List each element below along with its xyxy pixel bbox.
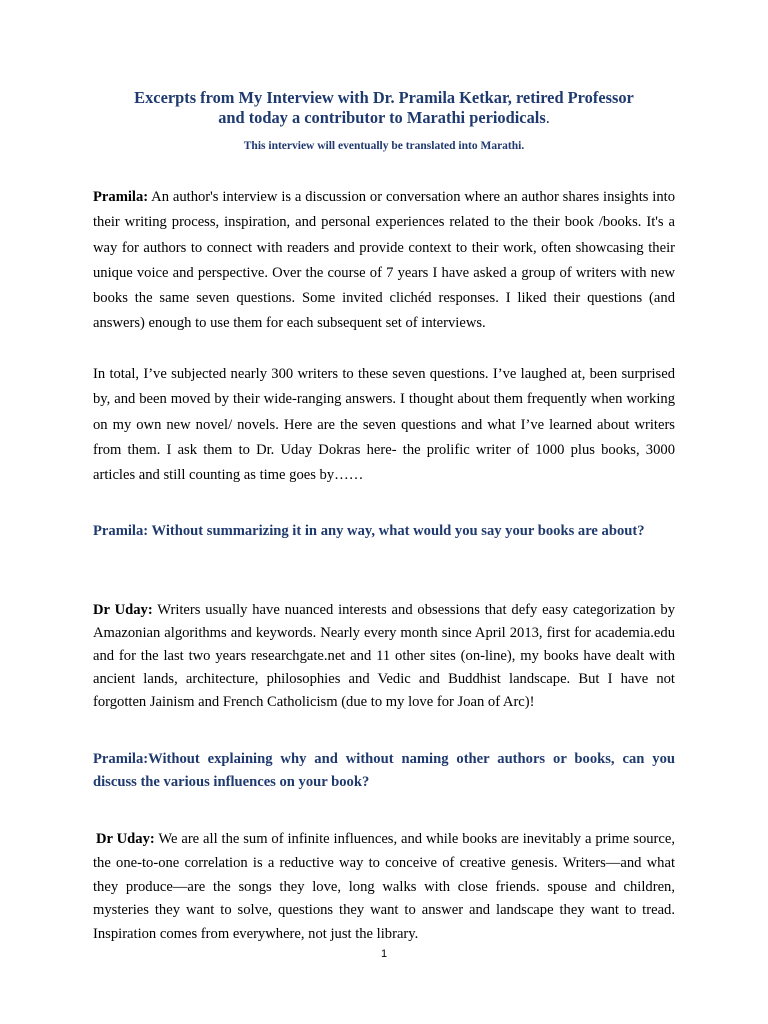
document-subtitle: This interview will eventually be translated into Marathi. bbox=[243, 140, 525, 152]
speaker-label: Dr Uday: bbox=[93, 602, 153, 618]
question-2: Pramila:Without explaining why and without naming other authors or books, can you discuss the various influences on your book? bbox=[93, 751, 675, 790]
page-number: 1 bbox=[380, 948, 388, 960]
intro-paragraph bbox=[93, 185, 675, 337]
answer-2 bbox=[93, 828, 675, 947]
document-title bbox=[93, 88, 675, 128]
title-period: . bbox=[545, 108, 550, 127]
speaker-label: Dr Uday: bbox=[96, 831, 155, 847]
intro-paragraph-2: In total, I’ve subjected nearly 300 writers to these seven questions. I’ve laughed at, been surprised by, and been moved by their wide-ranging answers. I thought about them frequently when working on my own new novel/ novels. Here are the seven questions and what I’ve learned about writers from them. I ask them to Dr. Uday Dokras here- the prolific writer of 1000 plus books, 3000 articles and still counting as time goes by…… bbox=[93, 366, 675, 484]
answer-1 bbox=[93, 599, 675, 714]
title-line-2: and today a contributor to Marathi periodicals bbox=[218, 108, 546, 127]
answer-2-text: We are all the sum of infinite influences, and while books are inevitably a prime source, the one-to-one correlation is a reductive way to conceive of creative genesis. Writers—and what they produce—are the songs they love, long walks with close friends. spouse and children, mysteries they want to solve, questions they want to answer and landscape they want to tread. Inspiration comes from everywhere, not just the library. bbox=[93, 831, 675, 943]
intro-text: An author's interview is a discussion or conversation where an author shares insights into their writing process, inspiration, and personal experiences related to the their book /books. It's a way for authors to connect with readers and provide context to their work, often showcasing their unique voice and perspective. Over the course of 7 years I have asked a group of writers with new books the same seven questions. Some invited clichéd responses. I liked their questions (and answers) enough to use them for each subsequent set of interviews. bbox=[93, 189, 675, 332]
question-1: Pramila: Without summarizing it in any way, what would you say your books are about? bbox=[93, 523, 645, 539]
speaker-label: Pramila: bbox=[93, 189, 149, 205]
title-line-1: Excerpts from My Interview with Dr. Pramila Ketkar, retired Professor bbox=[134, 88, 634, 107]
answer-1-text: Writers usually have nuanced interests and obsessions that defy easy categorization by Amazonian algorithms and keywords. Nearly every month since April 2013, first for academia.edu and for the last two years researchgate.net and 11 other sites (on-line), my books have dealt with ancient lands, architecture, philosophies and Vedic and Buddhist landscape. But I have not forgotten Jainism and French Catholicism (due to my love for Joan of Arc)! bbox=[93, 602, 676, 710]
